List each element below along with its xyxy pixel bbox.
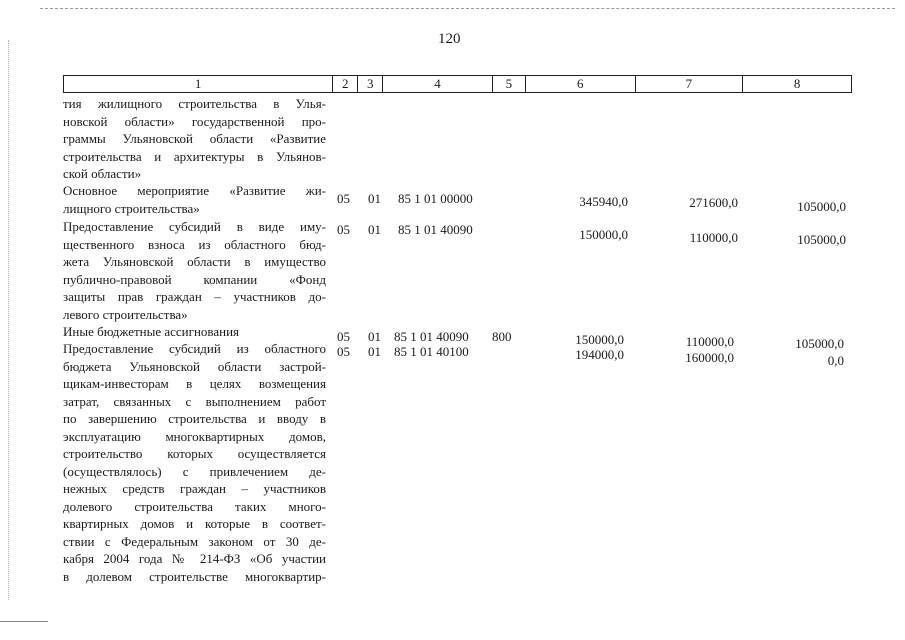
cell-section: 05 xyxy=(337,344,350,359)
cell-amount-1: 194000,0 xyxy=(575,347,624,362)
text-line: Иные бюджетные ассигнования xyxy=(63,324,240,339)
cell-amount-2: 110000,0 xyxy=(689,230,738,245)
cell-amount-3: 105000,0 xyxy=(797,232,846,247)
column-header-5: 5 xyxy=(493,76,526,92)
text-line: эксплуатацию многоквартирных домов, xyxy=(63,428,326,444)
cell-amount-1: 345940,0 xyxy=(579,194,628,209)
text-line: нежных средств граждан – участников xyxy=(63,481,326,496)
cell-target-article: 85 1 01 40090 xyxy=(398,222,473,237)
cell-subsection: 01 xyxy=(368,329,381,344)
cell-target-article: 85 1 01 40090 xyxy=(394,329,469,344)
cell-amount-3: 105000,0 xyxy=(795,336,844,351)
cell-section: 05 xyxy=(337,329,350,344)
continuation-text xyxy=(63,95,326,183)
text-line: строительства и архитектуры в Ульянов- xyxy=(63,148,326,164)
page-number: 120 xyxy=(438,31,461,47)
cell-amount-1: 150000,0 xyxy=(575,332,624,347)
text-line: жета Ульяновской области в имущество xyxy=(63,254,326,269)
table-row-description xyxy=(63,340,326,585)
column-header-6: 6 xyxy=(526,76,636,92)
text-line: (осуществлялось) с привлечением де- xyxy=(63,463,326,479)
scan-edge-left xyxy=(8,40,9,600)
cell-subsection: 01 xyxy=(368,344,381,359)
text-line: Предоставление субсидий из областного xyxy=(63,341,326,356)
text-line: по завершению строительства и вводу в xyxy=(63,411,326,426)
text-line: тия жилищного строительства в Улья- xyxy=(63,96,326,111)
column-header-4: 4 xyxy=(383,76,493,92)
table-header xyxy=(63,75,852,93)
text-line: ской области» xyxy=(63,166,142,181)
cell-target-article: 85 1 01 40100 xyxy=(394,344,469,359)
column-header-3: 3 xyxy=(358,76,383,92)
text-line: долевого строительства таких много- xyxy=(63,498,326,514)
cell-expense-type: 800 xyxy=(492,329,512,344)
scan-edge-bottom xyxy=(0,621,48,622)
cell-amount-2: 110000,0 xyxy=(685,334,734,349)
text-line: Предоставление субсидий в виде иму- xyxy=(63,219,326,234)
column-header-1: 1 xyxy=(64,76,333,92)
table-row-description xyxy=(63,182,326,217)
text-line: лищного строительства» xyxy=(63,200,200,216)
text-line: в долевом строительстве многоквартир- xyxy=(63,568,326,584)
text-line: граммы Ульяновской области «Развитие xyxy=(63,131,326,146)
cell-section: 05 xyxy=(337,222,350,237)
cell-amount-2: 271600,0 xyxy=(689,195,738,210)
text-line: щественного взноса из областного бюд- xyxy=(63,236,326,252)
cell-section: 05 xyxy=(337,191,350,206)
cell-subsection: 01 xyxy=(368,222,381,237)
table-row-description xyxy=(63,323,326,341)
text-line: новской области» государственной про- xyxy=(63,113,326,129)
table-row-description xyxy=(63,218,326,323)
cell-amount-3: 105000,0 xyxy=(797,199,846,214)
column-header-7: 7 xyxy=(636,76,744,92)
text-line: левого строительства» xyxy=(63,306,188,322)
cell-subsection: 01 xyxy=(368,191,381,206)
text-line: бюджета Ульяновской области застрой- xyxy=(63,358,326,374)
column-header-8: 8 xyxy=(793,76,801,91)
cell-amount-3: 0,0 xyxy=(827,353,844,368)
text-line: Основное мероприятие «Развитие жи- xyxy=(63,183,326,198)
text-line: кабря 2004 года № 214-ФЗ «Об участии xyxy=(63,551,326,566)
cell-amount-2: 160000,0 xyxy=(685,350,734,365)
text-line: затрат, связанных с выполнением работ xyxy=(63,393,326,409)
scan-edge-top xyxy=(40,8,895,9)
text-line: квартирных домов и которые в соответ- xyxy=(63,516,326,531)
text-line: щикам-инвесторам в целях возмещения xyxy=(63,376,326,391)
text-line: ствии с Федеральным законом от 30 де- xyxy=(63,533,326,549)
column-header-2: 2 xyxy=(333,76,358,92)
text-line: строительство которых осуществляется xyxy=(63,446,326,461)
text-line: защиты прав граждан – участников до- xyxy=(63,289,326,304)
cell-amount-1: 150000,0 xyxy=(579,227,628,242)
cell-target-article: 85 1 01 00000 xyxy=(398,191,473,206)
text-line: публично-правовой компании «Фонд xyxy=(63,271,326,287)
